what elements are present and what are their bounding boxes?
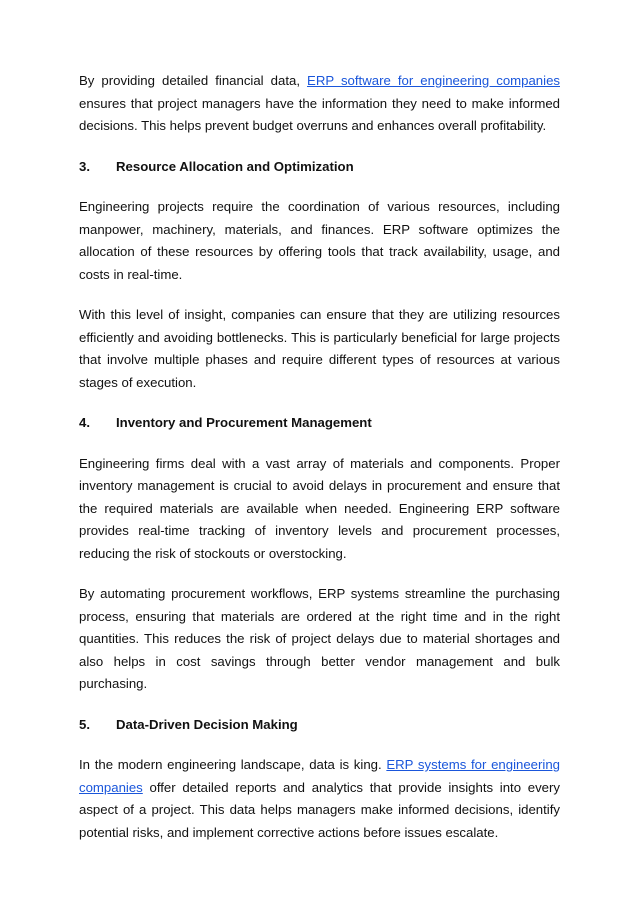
intro-text-before-link: By providing detailed financial data, <box>79 73 308 88</box>
section-4-title: Inventory and Procurement Management <box>116 415 372 430</box>
section-4-heading <box>79 412 560 435</box>
intro-text-after-link: ensures that project managers have the information they need to make informed decisions. This helps prevent budget overruns and enhances overall profitability. <box>79 95 560 133</box>
section-4-paragraph-1: Engineering firms deal with a vast array of materials and components. Proper inventory management is crucial to avoid delays in procurement and ensure that the required materials are available when needed. Engineering ERP software provides real-time tracking of inventory levels and procurement processes, reducing the risk of stockouts or overstocking. <box>79 455 560 561</box>
section-5-number: 5. <box>79 716 90 732</box>
section-5-text-after-link: offer detailed reports and analytics that provide insights into every aspect of a project. This data helps managers make informed decisions, identify potential risks, and implement corrective actions before issues escalate. <box>79 779 560 840</box>
section-3-number: 3. <box>79 158 90 174</box>
section-3-paragraph-2: With this level of insight, companies can ensure that they are utilizing resources efficiently and avoiding bottlenecks. This is particularly beneficial for large projects that involve multiple phases and require different types of resources at various stages of execution. <box>79 307 560 390</box>
section-3-title: Resource Allocation and Optimization <box>116 158 354 174</box>
intro-paragraph <box>79 70 560 138</box>
section-4-number: 4. <box>79 415 90 430</box>
erp-software-link[interactable]: ERP software for engineering companies <box>307 73 560 88</box>
section-4-paragraph-2: By automating procurement workflows, ERP systems streamline the purchasing process, ensuring that materials are ordered at the right time and in the right quantities. This reduces the risk of project delays due to material shortages and also helps in cost savings through better vendor management and bulk purchasing. <box>79 586 560 691</box>
section-3-heading <box>79 156 560 179</box>
erp-systems-link[interactable]: ERP systems for engineering companies <box>79 757 560 795</box>
document-page <box>79 70 560 844</box>
section-5-text-before-link: In the modern engineering landscape, data is king. <box>79 757 387 772</box>
section-3-paragraph-1: Engineering projects require the coordination of various resources, including manpower, machinery, materials, and finances. ERP software optimizes the allocation of these resources by offering tools that track availability, usage, and costs in real-time. <box>79 199 560 282</box>
section-5-paragraph-1 <box>79 754 560 844</box>
section-5-title: Data-Driven Decision Making <box>116 716 298 732</box>
section-5-heading <box>79 714 560 737</box>
